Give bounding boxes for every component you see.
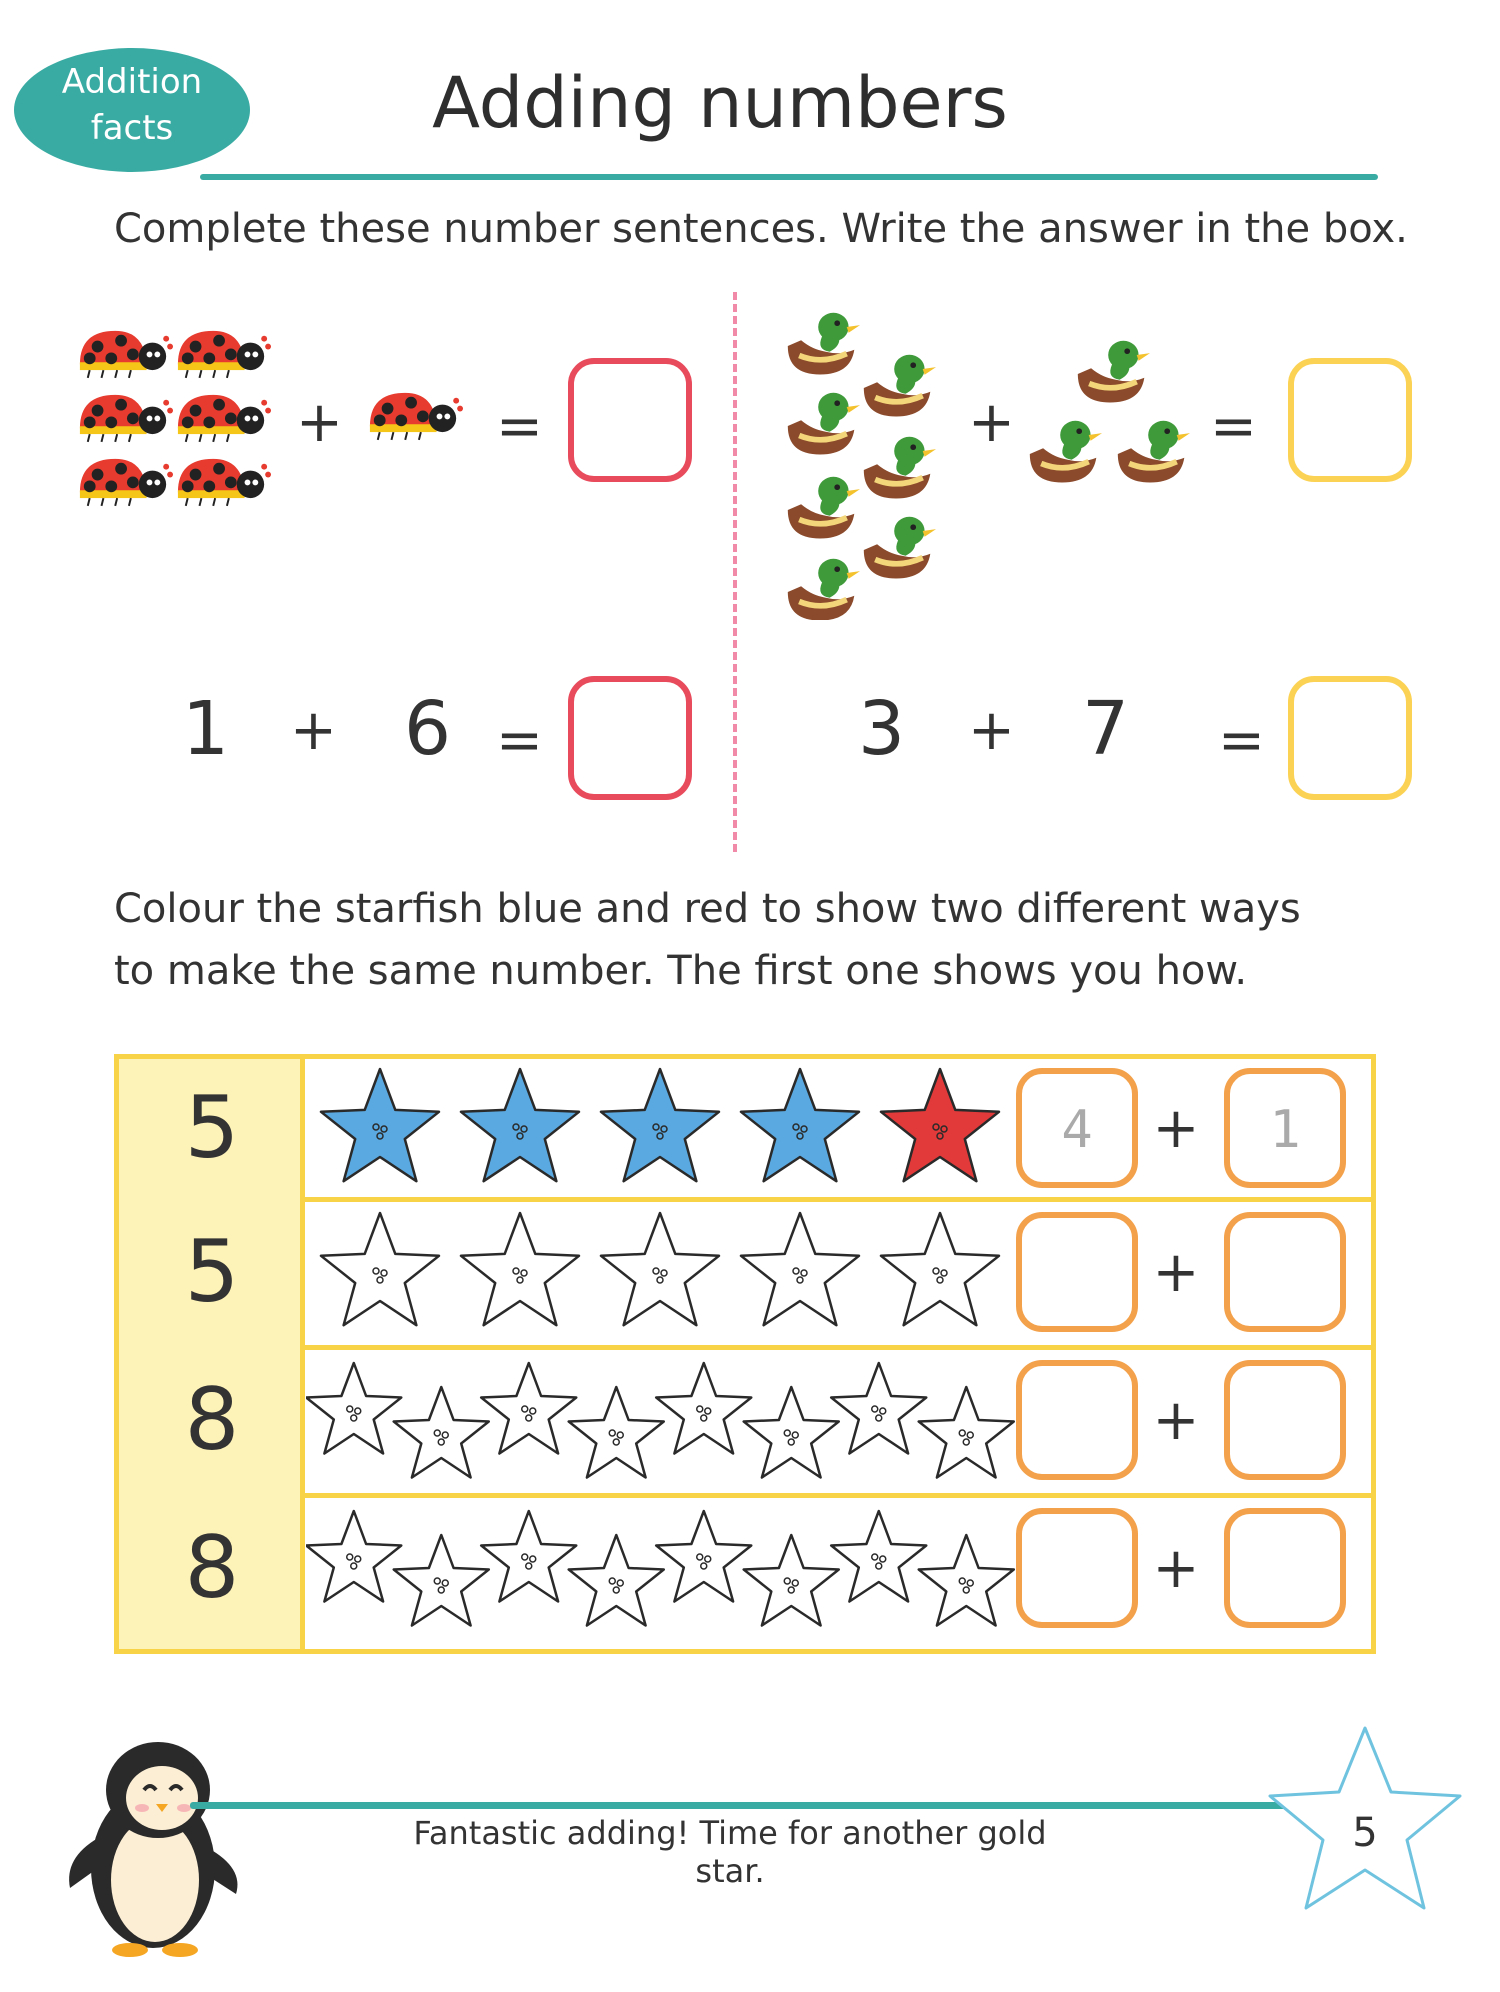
footer-rule bbox=[190, 1802, 1300, 1809]
row1-answer-b: 1 bbox=[1269, 1100, 1301, 1160]
answer-box-ducks[interactable] bbox=[1288, 358, 1412, 482]
answer-box-sum2[interactable] bbox=[1288, 676, 1412, 800]
starfish-icon[interactable] bbox=[919, 1535, 1014, 1626]
sum1-addend-a: 1 bbox=[182, 686, 230, 772]
answer-box-sum1[interactable] bbox=[568, 676, 692, 800]
badge-label-line1: Addition bbox=[61, 62, 203, 102]
ladybird-single bbox=[366, 383, 466, 449]
sum1-plus: + bbox=[290, 698, 337, 763]
row1-plus: + bbox=[1152, 1096, 1200, 1161]
sum1-addend-b: 6 bbox=[404, 686, 452, 772]
page-title: Adding numbers bbox=[432, 62, 1008, 144]
row1-answer-a: 4 bbox=[1061, 1100, 1093, 1160]
row1-answer-a-box[interactable] bbox=[1016, 1068, 1138, 1188]
starfish-icon[interactable] bbox=[831, 1363, 926, 1454]
sum1-equals: = bbox=[496, 708, 543, 773]
answer-box-ladybirds[interactable] bbox=[568, 358, 692, 482]
starfish-icon[interactable] bbox=[744, 1535, 839, 1626]
row3-plus: + bbox=[1152, 1388, 1200, 1453]
starfish-icon[interactable] bbox=[601, 1213, 719, 1325]
starfish-icon[interactable] bbox=[656, 1363, 751, 1454]
row-number: 8 bbox=[184, 1370, 240, 1470]
starfish-icon[interactable] bbox=[321, 1213, 439, 1325]
sum2-addend-b: 7 bbox=[1082, 686, 1130, 772]
starfish-area bbox=[306, 1059, 1016, 1649]
plus-sign-ducks: + bbox=[968, 390, 1015, 455]
duck-icon bbox=[788, 313, 860, 375]
row2-plus: + bbox=[1152, 1240, 1200, 1305]
ladybird-icon bbox=[178, 459, 271, 506]
equals-sign-ducks: = bbox=[1210, 394, 1257, 459]
plus-sign-ladybirds: + bbox=[296, 390, 343, 455]
ladybird-icon bbox=[178, 395, 271, 442]
row4-answer-b-box[interactable] bbox=[1224, 1508, 1346, 1628]
duck-icon bbox=[788, 477, 860, 539]
starfish-icon[interactable] bbox=[601, 1069, 719, 1181]
column-divider bbox=[733, 292, 737, 852]
sum2-addend-a: 3 bbox=[858, 686, 906, 772]
badge-label-line2: facts bbox=[90, 108, 174, 148]
starfish-icon[interactable] bbox=[741, 1069, 859, 1181]
starfish-icon[interactable] bbox=[569, 1535, 664, 1626]
starfish-icon[interactable] bbox=[831, 1511, 926, 1602]
row-number: 8 bbox=[184, 1518, 240, 1618]
page-number: 5 bbox=[1352, 1810, 1378, 1856]
row-number: 5 bbox=[184, 1222, 240, 1322]
equals-sign-ladybirds: = bbox=[496, 394, 543, 459]
duck-icon bbox=[1078, 341, 1150, 403]
row1-answer-b-box[interactable] bbox=[1224, 1068, 1346, 1188]
section2-instruction-line1: Colour the starfish blue and red to show two different ways bbox=[114, 886, 1301, 932]
starfish-icon[interactable] bbox=[881, 1069, 999, 1181]
starfish-icon[interactable] bbox=[881, 1213, 999, 1325]
starfish-icon[interactable] bbox=[461, 1069, 579, 1181]
sum2-equals: = bbox=[1218, 708, 1265, 773]
sum2-plus: + bbox=[968, 698, 1015, 763]
starfish-icon[interactable] bbox=[461, 1213, 579, 1325]
duck-icon bbox=[864, 355, 936, 417]
row2-answer-b-box[interactable] bbox=[1224, 1212, 1346, 1332]
row-number: 5 bbox=[184, 1078, 240, 1178]
duck-icon bbox=[788, 393, 860, 455]
row3-answer-b-box[interactable] bbox=[1224, 1360, 1346, 1480]
ladybird-icon bbox=[178, 331, 271, 378]
duck-icon bbox=[1030, 421, 1102, 483]
starfish-icon[interactable] bbox=[741, 1213, 859, 1325]
starfish-icon[interactable] bbox=[481, 1363, 576, 1454]
ladybird-icon bbox=[80, 395, 173, 442]
duck-icon bbox=[864, 437, 936, 499]
starfish-icon[interactable] bbox=[569, 1387, 664, 1478]
row4-answer-a-box[interactable] bbox=[1016, 1508, 1138, 1628]
row3-answer-a-box[interactable] bbox=[1016, 1360, 1138, 1480]
ladybird-group-six bbox=[76, 325, 276, 525]
starfish-icon[interactable] bbox=[919, 1387, 1014, 1478]
title-underline bbox=[200, 174, 1378, 180]
topic-badge bbox=[14, 48, 250, 172]
duck-group-seven bbox=[776, 300, 976, 620]
starfish-icon[interactable] bbox=[321, 1069, 439, 1181]
starfish-icon[interactable] bbox=[394, 1535, 489, 1626]
duck-icon bbox=[864, 517, 936, 579]
ladybird-icon bbox=[80, 331, 173, 378]
starfish-icon[interactable] bbox=[306, 1363, 401, 1454]
duck-group-three bbox=[1026, 336, 1206, 496]
starfish-icon[interactable] bbox=[744, 1387, 839, 1478]
starfish-icon[interactable] bbox=[656, 1511, 751, 1602]
starfish-icon[interactable] bbox=[481, 1511, 576, 1602]
section1-instruction: Complete these number sentences. Write the answer in the box. bbox=[114, 206, 1408, 252]
duck-icon bbox=[788, 559, 860, 620]
row2-answer-a-box[interactable] bbox=[1016, 1212, 1138, 1332]
starfish-icon[interactable] bbox=[394, 1387, 489, 1478]
starfish-icon[interactable] bbox=[306, 1511, 401, 1602]
row4-plus: + bbox=[1152, 1536, 1200, 1601]
section2-instruction-line2: to make the same number. The first one shows you how. bbox=[114, 948, 1248, 994]
ladybird-icon bbox=[370, 393, 463, 440]
footer-message: Fantastic adding! Time for another gold star. bbox=[413, 1814, 1047, 1890]
duck-icon bbox=[1118, 421, 1190, 483]
penguin-icon bbox=[58, 1728, 248, 1968]
ladybird-icon bbox=[80, 459, 173, 506]
